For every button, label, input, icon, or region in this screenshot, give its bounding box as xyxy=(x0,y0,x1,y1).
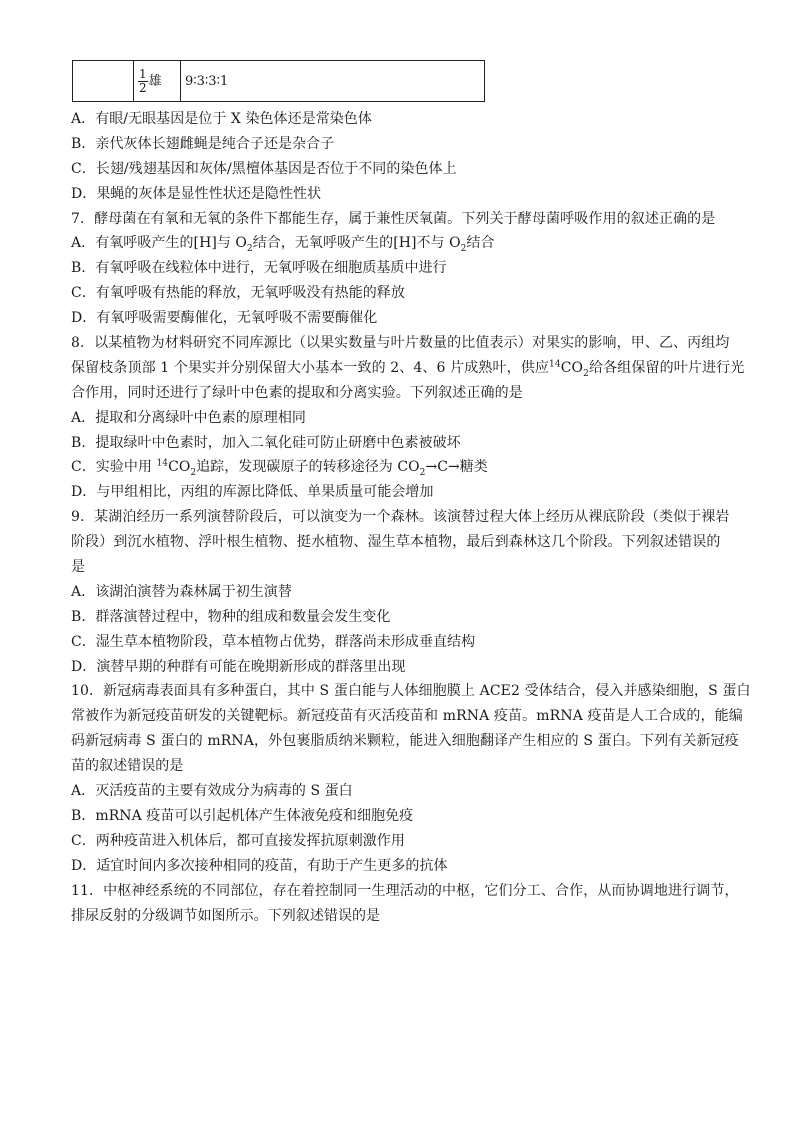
q10-stem-line-4: 苗的叙述错误的是 xyxy=(71,758,184,775)
q8-stem-line-2 xyxy=(71,356,745,381)
result-table-fragment xyxy=(72,60,485,102)
superscript-14: 14 xyxy=(156,458,169,469)
q8-option-c xyxy=(71,455,741,480)
question-content xyxy=(71,107,751,928)
q8-option-b: B．提取绿叶中色素时，加入二氧化硅可防止研磨中色素被破坏 xyxy=(71,434,461,451)
q7-a-text-1: A．有氧呼吸产生的[H]与 O xyxy=(71,235,247,252)
subscript-2: 2 xyxy=(419,468,426,479)
q7-a-text-2: 结合，无氧呼吸产生的[H]不与 O xyxy=(252,235,461,252)
table-cell-ratio: 9∶3∶3∶1 xyxy=(181,61,485,102)
q9-option-c: C．湿生草本植物阶段，草本植物占优势，群落尚未形成垂直结构 xyxy=(71,633,476,650)
q10-option-b: B．mRNA 疫苗可以引起机体产生体液免疫和细胞免疫 xyxy=(71,807,414,824)
q11-stem-line-2: 排尿反射的分级调节如图所示。下列叙述错误的是 xyxy=(71,907,381,924)
q7-option-c: C．有氧呼吸有热能的释放，无氧呼吸没有热能的释放 xyxy=(71,285,405,302)
q10-stem-line-3: 码新冠病毒 S 蛋白的 mRNA，外包裹脂质纳米颗粒，能进入细胞翻译产生相应的 S 蛋白。下列有关新冠疫 xyxy=(71,733,739,750)
q9-stem-line-2: 阶段）到沉水植物、浮叶根生植物、挺水植物、湿生草本植物，最后到森林这几个阶段。下列叙述错误的 xyxy=(71,534,721,551)
subscript-2: 2 xyxy=(190,468,197,479)
co-formula: CO xyxy=(560,359,584,376)
q9-stem-line-1: 9．某湖泊经历一系列演替阶段后，可以演变为一个森林。该演替过程大体上经历从裸底阶段（类似于裸岩 xyxy=(71,509,730,526)
exam-page xyxy=(71,60,751,928)
q9-stem-line-3: 是 xyxy=(71,559,86,576)
fraction-half xyxy=(138,68,148,95)
subscript-2: 2 xyxy=(460,244,467,255)
q9-option-a: A．该湖泊演替为森林属于初生演替 xyxy=(71,583,292,600)
q7-stem: 7．酵母菌在有氧和无氧的条件下都能生存，属于兼性厌氧菌。下列关于酵母菌呼吸作用的叙述正确的是 xyxy=(71,210,716,227)
q10-option-a: A．灭活疫苗的主要有效成分为病毒的 S 蛋白 xyxy=(71,783,353,800)
q8-l2-text-1: 保留枝条顶部 1 个果实并分别保留大小基本一致的 2、4、6 片成熟叶，供应 xyxy=(71,359,549,376)
q10-stem-line-2: 常被作为新冠疫苗研发的关键靶标。新冠疫苗有灭活疫苗和 mRNA 疫苗。mRNA 疫苗是人工合成的，能编 xyxy=(71,708,743,725)
q9-option-b: B．群落演替过程中，物种的组成和数量会发生变化 xyxy=(71,608,391,625)
q8-c-text-3: →C→糖类 xyxy=(425,459,488,476)
q10-option-d: D．适宜时间内多次接种相同的疫苗，有助于产生更多的抗体 xyxy=(71,857,448,874)
q8-c-text-2: 追踪，发现碳原子的转移途径为 CO xyxy=(196,459,420,476)
superscript-14: 14 xyxy=(549,359,561,370)
fraction-denominator: 2 xyxy=(139,80,147,95)
q8-stem-line-1: 8．以某植物为材料研究不同库源比（以果实数量与叶片数量的比值表示）对果实的影响，甲、乙、丙组均 xyxy=(71,335,730,352)
q8-stem-line-3: 合作用，同时还进行了绿叶中色素的提取和分离实验。下列叙述正确的是 xyxy=(71,384,523,401)
q6-option-b: B．亲代灰体长翅雌蝇是纯合子还是杂合子 xyxy=(71,135,335,152)
q7-option-a xyxy=(71,231,741,256)
q6-option-d: D．果蝇的灰体是显性性状还是隐性性状 xyxy=(71,185,322,202)
sex-label: 雄 xyxy=(148,73,162,89)
q8-option-d: D．与甲组相比，丙组的库源比降低、单果质量可能会增加 xyxy=(71,484,434,501)
table-row xyxy=(73,61,485,102)
co-formula: CO xyxy=(168,459,191,476)
q11-stem-line-1: 11．中枢神经系统的不同部位，存在着控制同一生理活动的中枢，它们分工、合作，从而协调地进行调节， xyxy=(71,882,739,899)
fraction-numerator: 1 xyxy=(139,66,147,81)
q10-stem-line-1: 10．新冠病毒表面具有多种蛋白，其中 S 蛋白能与人体细胞膜上 ACE2 受体结合，侵入并感染细胞，S 蛋白 xyxy=(71,683,751,700)
q7-option-d: D．有氧呼吸需要酶催化，无氧呼吸不需要酶催化 xyxy=(71,310,378,327)
q8-l2-text-2: 给各组保留的叶片进行光 xyxy=(589,359,745,376)
subscript-2: 2 xyxy=(246,244,253,255)
q10-option-c: C．两种疫苗进入机体后，都可直接发挥抗原刺激作用 xyxy=(71,832,405,849)
q8-option-a: A．提取和分离绿叶中色素的原理相同 xyxy=(71,409,306,426)
subscript-2: 2 xyxy=(583,368,589,379)
table-cell-empty xyxy=(73,61,134,102)
q9-option-d: D．演替早期的种群有可能在晚期新形成的群落里出现 xyxy=(71,658,406,675)
q6-option-a: A．有眼/无眼基因是位于 X 染色体还是常染色体 xyxy=(71,111,372,127)
table-cell-sex xyxy=(134,61,181,102)
q7-a-text-3: 结合 xyxy=(466,235,495,252)
q6-option-c: C．长翅/残翅基因和灰体/黑檀体基因是否位于不同的染色体上 xyxy=(71,160,457,177)
q8-c-text-1: C．实验中用 xyxy=(71,459,157,476)
q7-option-b: B．有氧呼吸在线粒体中进行，无氧呼吸在细胞质基质中进行 xyxy=(71,260,447,277)
